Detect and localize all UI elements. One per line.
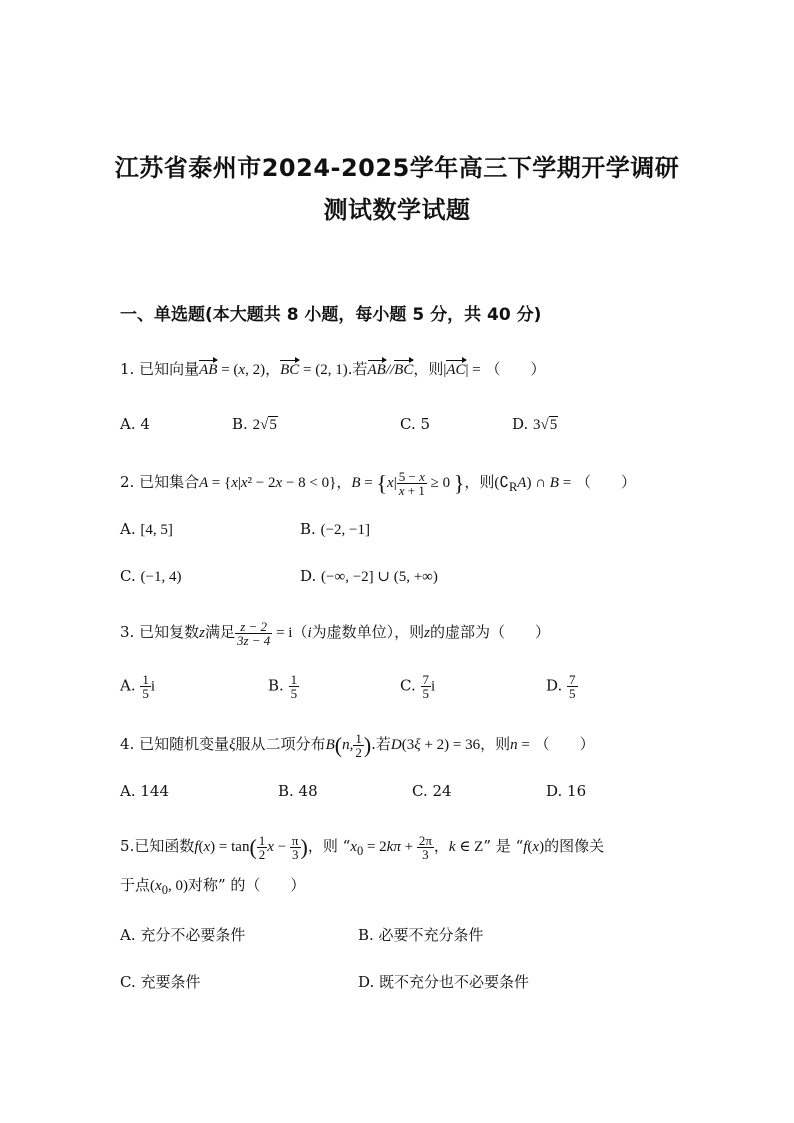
q4-var-n: n =: [510, 736, 530, 753]
q5-function: f(x) = tan( $\frac{1}{2}$ x − $\frac{\pi}{3}$ ): [194, 833, 308, 862]
q5-k-in-z: k ∈ Z: [448, 838, 484, 855]
q5-number: 5.: [120, 836, 135, 855]
q1-formula-parallel: AB//BC: [367, 362, 414, 378]
q1-formula-bc: BC = (2, 1): [280, 362, 348, 378]
q5-option-d: D. 既不充分也不必要条件: [358, 973, 530, 991]
q5-text-4: ” 是 “: [483, 836, 524, 855]
q1-text-2: ，: [265, 360, 281, 378]
question-1: [120, 358, 546, 379]
question-5: [120, 834, 604, 861]
q3-option-c: C. $\frac{7}{5}$ i: [400, 672, 436, 701]
q4-option-b: B. 48: [278, 782, 318, 800]
question-3: [120, 620, 550, 647]
q4-variance: D(3ξ + 2) = 36: [390, 736, 481, 753]
q2-option-a: A. [4, 5]: [120, 520, 173, 538]
q2-set-a: A = {x|x² − 2x − 8 < 0}: [199, 474, 337, 491]
q1-option-d: D. 3√5: [512, 415, 558, 433]
q5-point: ($x_0$, 0): [150, 878, 188, 897]
q2-option-d: D. (−∞, −2] ∪ (5, +∞): [300, 567, 438, 585]
q1-formula-abs-ac: |AC| =: [443, 362, 481, 378]
q3-text-4: 为虚数单位），则: [311, 622, 425, 641]
q3-var-z: z: [199, 624, 205, 641]
q5-text-7: 对称” 的（ ）: [187, 876, 306, 894]
q2-text-4: （ ）: [575, 472, 636, 491]
q3-text-2: 满足: [204, 622, 235, 641]
question-4: [120, 732, 595, 759]
q3-text-5: 的虚部为（ ）: [430, 622, 551, 641]
q3-var-i: i: [307, 624, 312, 641]
q2-formula: $(∁_RA)$ ∩ B =: [494, 474, 572, 494]
question-2: [120, 470, 636, 497]
q3-option-a: A. $\frac{1}{5}$ i: [120, 672, 156, 701]
q4-option-c: C. 24: [412, 782, 452, 800]
q4-binomial: B(n, $\frac{1}{2}$ ): [325, 731, 372, 760]
q5-text-1: 已知函数: [134, 836, 195, 855]
q3-option-b: B. $\frac{1}{5}$: [268, 672, 298, 701]
q4-option-a: A. 144: [120, 782, 169, 800]
q5-condition: $x_0 = 2k\pi$ + $\frac{2\pi}{3}$: [350, 833, 432, 862]
q3-option-d: D. $\frac{7}{5}$: [546, 672, 576, 701]
q1-text-1: 已知向量: [139, 360, 200, 378]
q4-text-3: .若: [371, 734, 391, 753]
q2-option-c: C. (−1, 4): [120, 567, 182, 585]
q4-option-d: D. 16: [546, 782, 587, 800]
q4-number: 4.: [120, 734, 135, 753]
q1-option-b: B. 2√5: [232, 415, 277, 433]
q5-option-a: A. 充分不必要条件: [120, 926, 246, 944]
q2-option-b: B. (−2, −1]: [300, 520, 370, 538]
q5-text-2: ，则 “: [307, 836, 351, 855]
q5-option-b: B. 必要不充分条件: [358, 926, 484, 944]
q3-formula: $\frac{z - 2}{3z - 4}$ = i: [236, 619, 293, 648]
q4-text-4: ，则: [480, 734, 511, 753]
q5-text-6: 于点: [120, 876, 151, 894]
q2-set-b: B = {x| $\frac{5 - x}{x + 1}$ ≥ 0 }: [351, 469, 465, 498]
q3-var-z2: z: [424, 624, 430, 641]
q1-text-4: ，则: [413, 360, 444, 378]
q1-option-c: C. 5: [400, 415, 431, 433]
question-5-line-2: [120, 874, 305, 898]
q4-var-xi: ξ: [229, 736, 236, 753]
doc-title-line-1: 江苏省泰州市2024-2025学年高三下学期开学调研: [114, 154, 680, 182]
q5-fx: f(x): [523, 838, 545, 855]
q4-text-2: 服从二项分布: [235, 734, 326, 753]
q5-text-3: ，: [433, 836, 449, 855]
q2-text-1: 已知集合: [139, 472, 200, 491]
q2-text-3: ，则: [464, 472, 495, 491]
q5-option-c: C. 充要条件: [120, 973, 201, 991]
q3-text-3: （: [292, 622, 308, 641]
section-heading: 一、单选题(本大题共 8 小题，每小题 5 分，共 40 分): [120, 305, 542, 325]
q2-text-2: ，: [336, 472, 352, 491]
q1-formula-ab: AB = (x, 2): [199, 362, 266, 378]
q1-number: 1.: [120, 360, 135, 378]
q1-option-a: A. 4: [120, 415, 150, 433]
q4-text-1: 已知随机变量: [139, 734, 230, 753]
doc-title-line-2: 测试数学试题: [323, 196, 471, 224]
q4-text-5: （ ）: [534, 734, 595, 753]
q3-text-1: 已知复数: [139, 622, 200, 641]
q3-number: 3.: [120, 622, 135, 641]
q5-text-5: 的图像关: [544, 836, 605, 855]
q2-number: 2.: [120, 472, 135, 491]
q1-text-3: .若: [347, 360, 368, 378]
q1-text-5: （ ）: [485, 360, 546, 378]
